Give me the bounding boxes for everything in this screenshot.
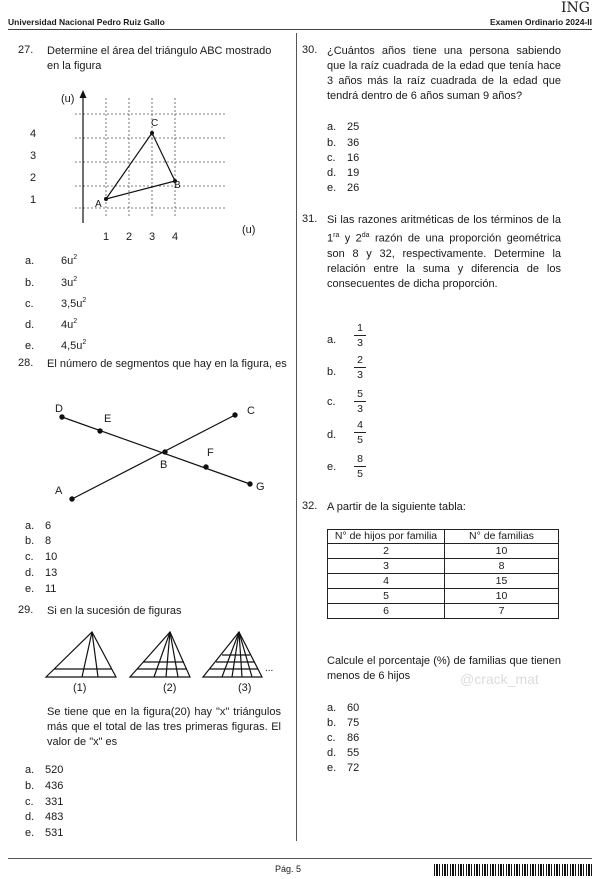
y-axis-label: (u) [61,93,75,105]
question-text: El número de segmentos que hay en la figura, es [47,358,287,370]
option-b[interactable] [327,717,359,729]
option-fraction [353,453,367,480]
option-letter: b. [327,717,337,729]
question-text: A partir de la siguiente tabla: [327,501,466,513]
figure-label-3: (3) [238,682,252,694]
table-row [328,589,559,604]
option-value: 4u [61,318,74,331]
option-value: 36 [347,137,360,149]
option-e[interactable] [327,762,359,774]
option-c[interactable] [25,551,57,563]
option-letter: d. [327,429,337,441]
y-tick-4: 4 [30,128,37,140]
denominator: 3 [357,337,363,349]
numerator: 2 [357,354,363,366]
footer-rule [8,858,592,859]
table-row [328,604,559,619]
x-tick-2: 2 [126,231,133,243]
denominator: 3 [357,403,363,415]
option-letter: e. [25,339,35,352]
question-text-part: razón de una proporción geométrica son 8 y 32, respectivamente. Determine la relación entre la suma y diferencia de los consecuentes de dicha proporción. [327,232,562,290]
option-c[interactable] [327,152,359,164]
option-value: 86 [347,732,360,744]
point-f-label: F [207,447,214,459]
ordinal-superscript: ra [333,232,340,239]
numerator: 5 [357,388,363,400]
option-a[interactable] [25,520,51,532]
table-cell: 10 [445,544,559,559]
table-header-row [328,530,559,544]
numerator: 1 [357,322,363,334]
option-exponent: 2 [73,318,78,325]
denominator: 5 [357,434,363,446]
question-number: 29. [18,604,34,616]
option-letter: b. [25,780,35,792]
option-value: 6u [61,254,74,267]
point-d-label: D [55,403,63,415]
figure-label-2: (2) [163,682,177,694]
option-letter: e. [25,827,35,839]
x-tick-3: 3 [149,231,156,243]
option-b[interactable] [25,535,51,547]
option-fraction [353,354,367,381]
option-d[interactable] [327,167,359,179]
option-d[interactable] [25,811,63,823]
option-value: 55 [347,747,360,759]
option-d[interactable] [25,318,77,331]
question-number: 30. [302,44,318,56]
option-letter: e. [327,762,337,774]
option-letter: b. [25,276,35,289]
question-text-part: y 2 [339,232,362,245]
option-letter: e. [25,583,35,595]
option-letter: a. [327,334,337,346]
option-c[interactable] [25,297,86,310]
option-d[interactable] [25,567,57,579]
point-b-label: B [160,459,168,471]
option-letter: a. [327,702,337,714]
numerator: 4 [357,419,363,431]
option-letter: b. [327,366,337,378]
triangles-sequence-figure [40,628,290,680]
option-value: 3,5u [61,297,83,310]
option-value: 26 [347,182,360,194]
option-b[interactable] [327,137,359,149]
y-tick-1: 1 [30,194,37,206]
option-value: 436 [45,780,64,792]
option-letter: a. [25,254,35,267]
option-letter: d. [25,811,35,823]
option-letter: c. [327,732,336,744]
y-tick-2: 2 [30,172,37,184]
option-b[interactable] [25,780,63,792]
option-value: 331 [45,796,64,808]
question-number: 32. [302,500,318,512]
table-cell: 7 [445,604,559,619]
option-letter: c. [327,396,336,408]
question-text [327,213,561,292]
university-name: Universidad Nacional Pedro Ruiz Gallo [8,17,165,27]
x-axis-label: (u) [242,224,256,236]
option-value: 520 [45,764,64,776]
option-d[interactable] [327,747,359,759]
question-number: 31. [302,213,318,225]
option-value: 8 [45,535,52,547]
option-value: 483 [45,811,64,823]
table-header: N° de hijos por familia [328,530,445,544]
point-a-label: A [95,199,102,210]
question-text: ¿Cuántos años tiene una persona sabiendo que la raíz cuadrada de la edad que tenía hace 3 años más la raíz cuadrada de la edad que tendrá dentro de 6 años suman 9 años? [327,45,561,102]
table-cell: 6 [328,604,445,619]
x-tick-4: 4 [172,231,179,243]
option-c[interactable] [327,732,359,744]
x-tick-1: 1 [103,231,110,243]
point-b-label: B [174,180,181,191]
option-letter: c. [25,796,34,808]
option-letter: c. [327,152,336,164]
point-a-label: A [55,485,63,497]
exam-name: Examen Ordinario 2024-II [489,17,592,27]
option-value: 11 [45,583,57,595]
segments-figure [40,395,280,510]
question-text-2: Calcule el porcentaje (%) de familias que tienen menos de 6 hijos [327,655,561,682]
option-a[interactable] [25,764,63,776]
option-fraction [353,322,367,349]
option-value: 19 [347,167,360,179]
option-value: 4,5u [61,339,83,352]
table-row [328,559,559,574]
triangle-figure [40,88,270,248]
option-fraction [353,419,367,446]
option-letter: b. [25,535,35,547]
option-letter: d. [327,167,337,179]
question-number: 27. [18,44,34,56]
option-value: 72 [347,762,360,774]
option-letter: d. [25,318,35,331]
option-letter: e. [327,461,337,473]
option-a[interactable] [25,254,77,267]
option-b[interactable] [25,276,77,289]
barcode [434,864,594,876]
table-cell: 4 [328,574,445,589]
point-c-label: C [247,405,255,417]
page-number: Pág. 5 [275,864,302,874]
question-text: Determine el área del triángulo ABC mostrado en la figura [47,45,272,72]
option-exponent: 2 [82,339,87,346]
table-row [328,544,559,559]
table-cell: 10 [445,589,559,604]
option-letter: a. [327,121,337,133]
option-value: 531 [45,827,64,839]
option-value: 60 [347,702,360,714]
option-e[interactable] [25,827,63,839]
column-divider [296,33,297,841]
handwritten-tag: ING [561,0,590,16]
families-table [327,529,559,619]
option-e[interactable] [25,339,86,352]
ordinal-superscript: da [361,232,370,239]
option-value: 10 [45,551,58,563]
option-letter: d. [25,567,35,579]
option-a[interactable] [327,121,359,133]
option-letter: a. [25,764,35,776]
y-tick-3: 3 [30,150,37,162]
table-cell: 8 [445,559,559,574]
table-cell: 2 [328,544,445,559]
option-e[interactable] [327,182,359,194]
option-letter: a. [25,520,35,532]
table-cell: 5 [328,589,445,604]
option-value: 13 [45,567,58,579]
option-fraction [353,388,367,415]
option-letter: d. [327,747,337,759]
question-text: Si en la sucesión de figuras [47,605,182,617]
watermark: @crack_mat [460,671,539,687]
question-number: 28. [18,357,34,369]
numerator: 8 [357,453,363,465]
question-text-part: Si las razones aritméticas de los términos de la 1 [327,214,561,245]
option-e[interactable] [25,583,56,595]
option-value: 16 [347,152,360,164]
question-text-2: Se tiene que en la figura(20) hay "x" triángulos más que el total de las tres primeras figuras. El valor de "x" es [47,706,281,748]
option-letter: c. [25,551,34,563]
option-value: 6 [45,520,52,532]
denominator: 5 [357,468,363,480]
option-letter: e. [327,182,337,194]
option-value: 75 [347,717,360,729]
option-c[interactable] [25,796,63,808]
option-exponent: 2 [73,276,78,283]
option-exponent: 2 [73,254,78,261]
figure-label-1: (1) [73,682,87,694]
table-cell: 3 [328,559,445,574]
sequence-ellipsis: ... [265,663,274,674]
denominator: 3 [357,369,363,381]
header-rule [8,29,592,30]
option-letter: c. [25,297,34,310]
point-g-label: G [256,481,265,493]
option-letter: b. [327,137,337,149]
option-value: 25 [347,121,360,133]
option-a[interactable] [327,702,359,714]
option-exponent: 2 [82,297,87,304]
table-header: N° de familias [445,530,559,544]
point-e-label: E [104,413,112,425]
option-value: 3u [61,276,74,289]
table-row [328,574,559,589]
point-c-label: C [151,118,159,129]
table-cell: 15 [445,574,559,589]
